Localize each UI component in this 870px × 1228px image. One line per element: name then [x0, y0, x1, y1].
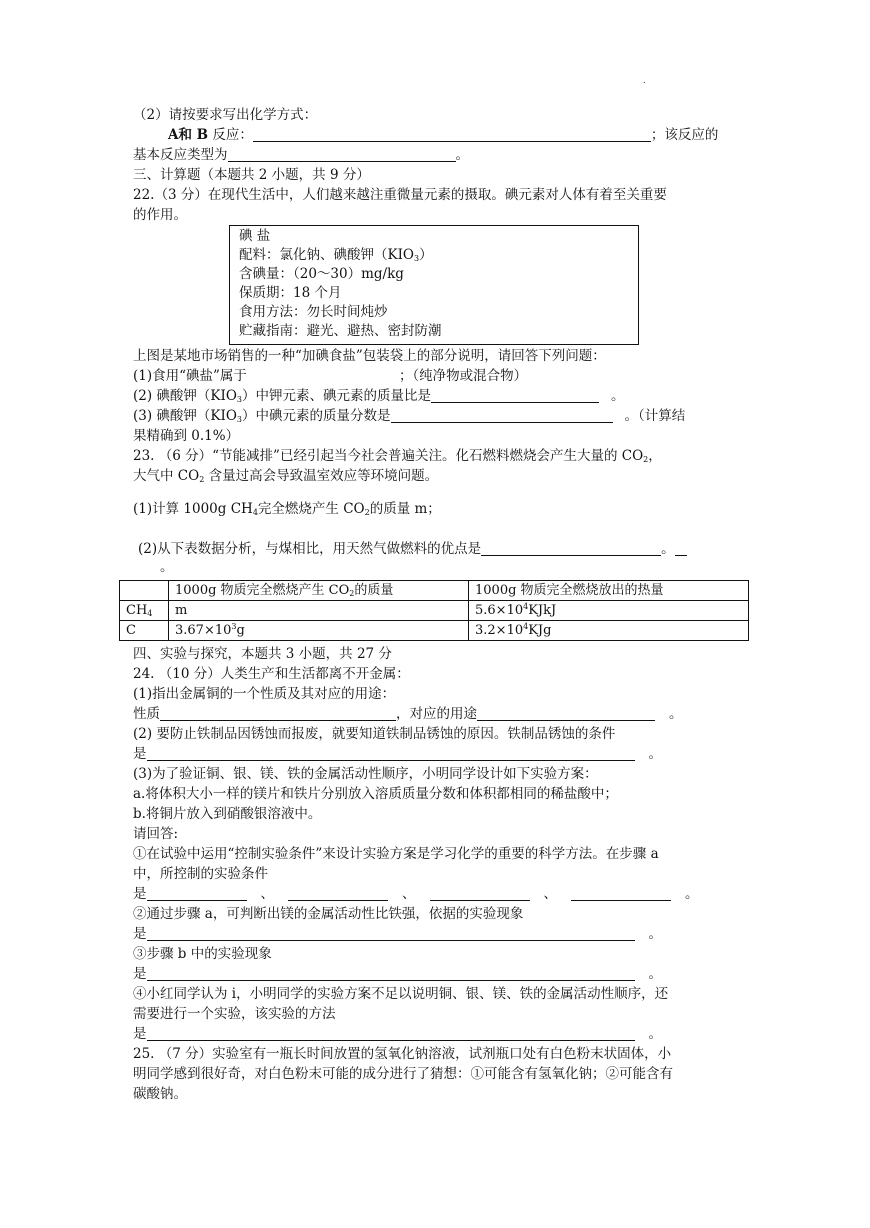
- ab-label: A和 B: [168, 127, 209, 143]
- table-cell-c: C: [120, 621, 169, 641]
- salt-label-usage: 食用方法：勿长时间炖炒: [239, 304, 388, 320]
- q24-sub4-cont: 需要进行一个实验，该实验的方法: [133, 1006, 336, 1022]
- q24-sub2-answer: 是 。: [133, 926, 662, 942]
- reaction-type-blank[interactable]: [228, 147, 456, 162]
- phenomenon-a-blank[interactable]: [147, 926, 635, 941]
- q24-sub4: ④小红同学认为 i，小明同学的实验方案不足以说明铜、银、镁、铁的金属活动性顺序，还: [133, 986, 669, 1002]
- q24-3: (3)为了验证铜、银、镁、铁的金属活动性顺序，小明同学设计如下实验方案：: [133, 766, 598, 782]
- condition-blank-3[interactable]: [430, 886, 530, 901]
- q24-sub1-answer: 是 、 、 、 。: [133, 886, 699, 902]
- salt-label-shelf: 保质期：18 个月: [239, 285, 342, 301]
- q23-2-tail: [675, 541, 687, 556]
- q24-1-answer: 性质 ，对应的用途 。: [133, 706, 683, 722]
- q24-sub3: ③步骤 b 中的实验现象: [133, 946, 272, 962]
- q24-2: (2) 要防止铁制品因锈蚀而报废，就要知道铁制品锈蚀的原因。铁制品锈蚀的条件: [133, 726, 616, 742]
- q2-instruction: （2）请按要求写出化学方式：: [133, 107, 318, 123]
- usage-blank[interactable]: [477, 706, 655, 721]
- q24-1: (1)指出金属铜的一个性质及其对应的用途：: [133, 686, 396, 702]
- method-blank[interactable]: [147, 1026, 635, 1041]
- q22-1: (1)食用“碘盐”属于 ；（纯净物或混合物）: [133, 368, 528, 384]
- q22-1-blank[interactable]: [247, 369, 399, 383]
- section-4-heading: 四、实验与探究，本题共 3 小题，共 27 分: [133, 646, 392, 662]
- q22-2: (2) 碘酸钾$(KIO_3)$中钾元素、碘元素的质量比是 。: [133, 388, 625, 404]
- property-blank[interactable]: [160, 706, 396, 721]
- q24-sub4-answer: 是 。: [133, 1026, 662, 1042]
- salt-label-ingredients: 配料：氯化钠、碘酸钾$(KIO_3)$: [239, 247, 433, 263]
- q24-3-step-a: a.将体积大小一样的镁片和铁片分别放入溶质质量分数和体积都相同的稀盐酸中；: [133, 786, 618, 802]
- q23-2: (2)从下表数据分析，与煤相比，用天然气做燃料的优点是 。: [138, 540, 687, 558]
- salt-label-iodine: 含碘量：（20～30）mg/kg: [239, 266, 404, 282]
- q22-3-cont: 果精确到 0.1%）: [133, 428, 240, 444]
- condition-blank-4[interactable]: [571, 886, 671, 901]
- table-cell-m: m: [169, 601, 469, 621]
- q22-3: (3) 碘酸钾$(KIO_3)$中碘元素的质量分数是 。（计算结: [133, 408, 686, 424]
- table-row: [120, 601, 749, 621]
- rust-condition-blank[interactable]: [147, 746, 635, 761]
- table-row: [120, 581, 749, 601]
- q23-2-mark: 。: [160, 559, 174, 575]
- q22-intro: 上图是某地市场销售的一种“加碘食盐”包装袋上的部分说明，请回答下列问题：: [133, 348, 606, 364]
- salt-label-box: [229, 225, 639, 345]
- q2-ab-reaction: A和 B 反应： ；该反应的: [168, 127, 719, 143]
- table-cell-ch4: $CH_4$: [120, 601, 169, 621]
- q22-stem: 22.（3 分）在现代生活中，人们越来越注重微量元素的摄取。碘元素对人体有着至关重要: [133, 187, 667, 203]
- table-header-heat: 1000g 物质完全燃烧放出的热量: [469, 581, 749, 601]
- q25-stem-end: 碳酸钠。: [133, 1086, 187, 1102]
- q22-stem-cont: 的作用。: [133, 207, 187, 223]
- q24-stem: 24. （10 分）人类生产和生活都离不开金属：: [133, 666, 410, 682]
- table-cell-ch4-heat: $5.6\times 10^4KJkJ$: [469, 601, 749, 621]
- condition-blank-1[interactable]: [147, 886, 247, 901]
- fuel-data-table: [119, 580, 749, 641]
- table-cell-c-heat: $3.2\times 10^4KJg$: [469, 621, 749, 641]
- table-header-co2: 1000g 物质完全燃烧产生 $CO_2$的质量: [169, 581, 469, 601]
- equation-blank[interactable]: [253, 127, 651, 142]
- condition-blank-2[interactable]: [288, 886, 388, 901]
- q25-stem-cont: 明同学感到很好奇，对白色粉末可能的成分进行了猜想：①可能含有氢氧化钠；②可能含有: [133, 1066, 673, 1082]
- phenomenon-b-blank[interactable]: [147, 966, 635, 981]
- q23-2-blank[interactable]: [481, 541, 661, 556]
- q23-1: (1)计算 1000g $CH_4$完全燃烧产生 $CO_2$的质量 m；: [133, 501, 441, 517]
- table-row: [120, 621, 749, 641]
- q24-sub3-answer: 是 。: [133, 966, 662, 982]
- q25-stem: 25. （7 分）实验室有一瓶长时间放置的氢氧化钠溶液，试剂瓶口处有白色粉末状固体，小: [133, 1046, 672, 1062]
- table-cell-c-co2: $3.67\times 10^3g$: [169, 621, 469, 641]
- q22-3-blank[interactable]: [391, 408, 613, 423]
- q24-sub1-cont: 中，所控制的实验条件: [133, 866, 268, 882]
- q2-reaction-type: 基本反应类型为 。: [133, 147, 469, 163]
- q24-sub1: ①在试验中运用“控制实验条件”来设计实验方案是学习化学的重要的科学方法。在步骤 a: [133, 846, 659, 862]
- salt-label-storage: 贮藏指南：避光、避热、密封防潮: [239, 323, 442, 339]
- salt-label-title: 碘 盐: [239, 228, 271, 244]
- q23-stem-cont: 大气中 $CO_2$ 含量过高会导致温室效应等环境问题。: [133, 468, 439, 484]
- table-cell-empty: [120, 581, 169, 601]
- section-3-heading: 三、计算题（本题共 2 小题，共 9 分）: [133, 167, 370, 183]
- q22-2-blank[interactable]: [431, 388, 599, 403]
- page-dot: .: [643, 76, 646, 85]
- q24-answer-prompt: 请回答:: [133, 826, 179, 842]
- q24-sub2: ②通过步骤 a，可判断出镁的金属活动性比铁强，依据的实验现象: [133, 906, 524, 922]
- q23-stem: 23. （6 分）“节能减排”已经引起当今社会普遍关注。化石燃料燃烧会产生大量的 $CO_2$，: [133, 448, 662, 464]
- q24-3-step-b: b.将铜片放入到硝酸银溶液中。: [133, 806, 322, 822]
- q24-2-answer: 是 。: [133, 746, 662, 762]
